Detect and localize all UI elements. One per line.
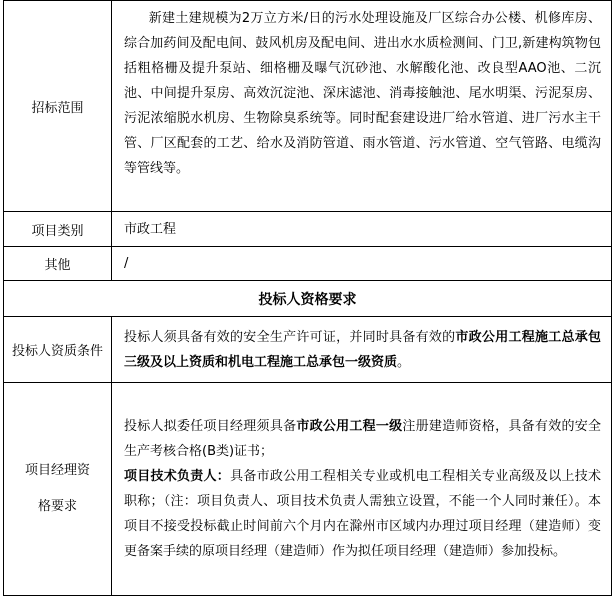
manager-row (4, 383, 612, 596)
project-type-row (4, 212, 612, 247)
qualification-text-part1: 投标人须具备有效的安全生产许可证，并同时具备有效的 (124, 329, 456, 345)
tech-lead-heading: 项目技术负责人： (124, 469, 231, 484)
manager-paragraph-2 (124, 464, 601, 564)
manager-paragraph-1 (124, 414, 601, 464)
qualification-text (124, 325, 601, 375)
other-value: / (112, 247, 612, 281)
scope-row (4, 1, 612, 212)
manager-text-2: 注册建造师资格，具备有效的安全生产考核合格(B类)证书； (124, 419, 601, 459)
qualification-required-levels: 市政公用工程施工总承包三级及以上资质和机电工程施工总承包一级资质 (124, 329, 601, 370)
other-label: 其他 (4, 247, 112, 281)
qualification-text-part2: 。 (397, 354, 411, 370)
qualification-label: 投标人资质条件 (4, 317, 112, 383)
manager-text-1: 投标人拟委任项目经理须具备 (124, 419, 297, 434)
section-title-row (4, 281, 612, 317)
other-row (4, 247, 612, 281)
project-type-value: 市政工程 (112, 212, 612, 247)
scope-text: 新建土建规模为2万立方米/日的污水处理设施及厂区综合办公楼、机修库房、综合加药间及配电间、鼓风机房及配电间、进出水水质检测间、门卫,新建构筑物包括粗格栅及提升泵站、细格栅及曝气沉砂池、水解酸化池、改良型AAO池、二沉池、中间提升泵房、高效沉淀池、深床滤池、消毒接触池、尾水明渠、污泥泵房、污泥浓缩脱水机房、生物除臭系统等。同时配套建设进厂给水管道、进厂污水主干管、厂区配套的工艺、给水及消防管道、雨水管道、污水管道、空气管路、电缆沟等管线等。 (124, 11, 601, 176)
scope-label: 招标范围 (4, 1, 112, 212)
qualification-row (4, 317, 612, 383)
manager-label: 项目经理资格要求 (24, 463, 90, 514)
section-title: 投标人资格要求 (4, 281, 612, 317)
tech-lead-text: 具备市政公用工程相关专业或机电工程相关专业高级及以上技术职称；（注：项目负责人、项目技术负责人需独立设置，不能一个人同时兼任）。本项目不接受投标截止时间前六个月内在滁州市区域内办理过项目经理（建造师）变更备案手续的原项目经理（建造师）作为拟任项目经理（建造师）参加投标。 (124, 469, 601, 559)
project-type-label: 项目类别 (4, 212, 112, 247)
tender-info-table (3, 0, 612, 596)
manager-required-grade: 市政公用工程一级 (296, 419, 403, 434)
